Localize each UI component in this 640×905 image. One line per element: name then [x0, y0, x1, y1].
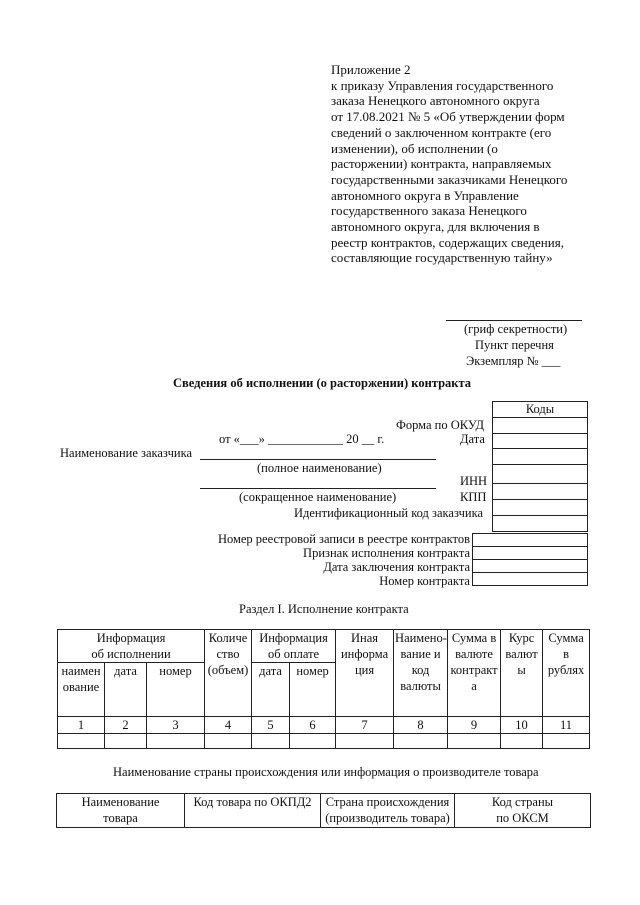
subheader-name	[58, 663, 105, 717]
attachment-line: государственными заказчиками Ненецкого	[331, 171, 568, 187]
header-text: Код товара по ОКПД2	[193, 795, 312, 809]
header-text: Код страны	[491, 795, 554, 809]
customer-full-name-line[interactable]	[200, 459, 436, 460]
data-cell[interactable]	[205, 734, 252, 749]
header-text: об исполнении	[91, 647, 171, 661]
execution-flag-cell[interactable]	[473, 547, 588, 560]
origin-col-goods-name	[57, 794, 185, 828]
header-text: наимен	[61, 664, 101, 678]
subheader-pay-number: номер	[290, 663, 336, 717]
header-text: Иная	[351, 631, 379, 645]
contract-number-cell[interactable]	[473, 573, 588, 586]
header-execution-info	[58, 630, 205, 663]
customer-short-name-line[interactable]	[200, 488, 436, 489]
codes-box	[492, 401, 588, 532]
header-text: ование	[62, 680, 100, 694]
header-text: товара	[103, 811, 138, 825]
date-code-cell[interactable]	[493, 433, 588, 449]
contract-info-box	[472, 533, 588, 586]
subheader-date: дата	[105, 663, 147, 717]
col-number: 9	[448, 717, 501, 734]
origin-col-okpd2	[185, 794, 321, 828]
attachment-line: Приложение 2	[331, 62, 411, 77]
header-text: контракт	[450, 663, 498, 677]
attachment-line: расторжении) контракта, направляемых	[331, 156, 552, 172]
header-rate	[501, 630, 543, 717]
data-cell[interactable]	[394, 734, 448, 749]
data-cell[interactable]	[336, 734, 394, 749]
header-text: валюты	[400, 679, 441, 693]
inn-label: ИНН	[460, 474, 488, 488]
contract-number-label: Номер контракта	[379, 574, 470, 588]
attachment-line: составляющие государственную тайну»	[331, 250, 553, 266]
list-item-label: Пункт перечня	[475, 338, 554, 352]
header-text: Сумма	[548, 631, 584, 645]
data-cell[interactable]	[105, 734, 147, 749]
header-text: ция	[354, 663, 375, 677]
attachment-line: автономного округа, для включения в	[331, 219, 540, 235]
header-text: Сумма в	[451, 631, 497, 645]
header-quantity	[205, 630, 252, 717]
data-cell[interactable]	[147, 734, 205, 749]
secrecy-stamp: (гриф секретности)	[464, 322, 568, 336]
header-text: (объем)	[207, 663, 249, 677]
customer-id-code-cell[interactable]	[493, 515, 588, 531]
section-title: Раздел I. Исполнение контракта	[239, 602, 409, 616]
blank-code-cell	[493, 449, 588, 465]
col-number: 1	[58, 717, 105, 734]
attachment-line: заказа Ненецкого автономного округа	[331, 93, 540, 109]
header-text: (производитель товара)	[325, 811, 450, 825]
header-text: об оплате	[267, 647, 320, 661]
header-text: информа	[340, 647, 389, 661]
col-number: 5	[252, 717, 290, 734]
header-currency-name	[394, 630, 448, 717]
header-text: рублях	[547, 663, 585, 677]
col-number: 10	[501, 717, 543, 734]
attachment-line: государственного заказа Ненецкого	[331, 203, 527, 219]
attachment-line: от 17.08.2021 № 5 «Об утверждении форм	[331, 109, 565, 125]
header-text: валюте	[455, 647, 493, 661]
conclusion-date-label: Дата заключения контракта	[323, 560, 470, 574]
origin-title: Наименование страны происхождения или информация о производителе товара	[113, 765, 539, 779]
full-name-hint: (полное наименование)	[257, 461, 382, 475]
header-text: вание и	[400, 647, 441, 661]
header-text: ы	[517, 663, 526, 677]
data-cell[interactable]	[290, 734, 336, 749]
header-text: валют	[505, 647, 538, 661]
customer-name-label: Наименование заказчика	[60, 446, 193, 460]
header-text: Наимено-	[395, 631, 447, 645]
col-number: 2	[105, 717, 147, 734]
kpp-label: КПП	[460, 490, 487, 504]
col-number: 6	[290, 717, 336, 734]
conclusion-date-cell[interactable]	[473, 560, 588, 573]
attachment-block	[331, 62, 601, 266]
header-text: Информация	[96, 631, 166, 645]
header-text: Страна происхождения	[325, 795, 450, 809]
attachment-line: к приказу Управления государственного	[331, 77, 554, 93]
data-cell[interactable]	[501, 734, 543, 749]
copy-number-label: Экземпляр № ___	[466, 354, 561, 368]
inn-code-cell[interactable]	[493, 465, 588, 484]
blank-code-cell	[493, 484, 588, 500]
header-text: по ОКСМ	[496, 811, 549, 825]
header-text: Информация	[259, 631, 328, 645]
origin-table	[56, 793, 591, 828]
header-text: ство	[216, 647, 240, 661]
execution-table	[57, 629, 590, 749]
secrecy-line	[446, 320, 582, 321]
subheader-number: номер	[147, 663, 205, 717]
execution-flag-label: Признак исполнения контракта	[303, 546, 470, 560]
header-text: Наименование	[81, 795, 160, 809]
col-number: 11	[543, 717, 590, 734]
data-cell[interactable]	[448, 734, 501, 749]
header-other-info	[336, 630, 394, 717]
header-text: Курс	[508, 631, 535, 645]
date-from-text: от «___» ____________ 20 __ г.	[219, 432, 385, 446]
col-number: 7	[336, 717, 394, 734]
page-title: Сведения об исполнении (о расторжении) контракта	[173, 376, 472, 390]
codes-header: Коды	[493, 402, 588, 418]
header-amount-currency	[448, 630, 501, 717]
attachment-line: реестр контрактов, содержащих сведения,	[331, 234, 564, 250]
subheader-pay-date: дата	[252, 663, 290, 717]
col-number: 4	[205, 717, 252, 734]
okud-label: Форма по ОКУД	[396, 418, 484, 432]
data-cell[interactable]	[58, 734, 105, 749]
col-number: 8	[394, 717, 448, 734]
header-text: Количе	[208, 631, 248, 645]
date-label: Дата	[460, 432, 485, 446]
header-text: а	[471, 679, 477, 693]
attachment-line: автономного округа в Управление	[331, 187, 519, 203]
customer-id-label: Идентификационный код заказчика	[294, 506, 484, 520]
registry-number-label: Номер реестровой записи в реестре контрактов	[217, 532, 470, 546]
header-text: в	[563, 647, 569, 661]
attachment-line: изменении), об исполнении (о	[331, 140, 498, 156]
origin-col-country	[321, 794, 455, 828]
header-text: код	[411, 663, 430, 677]
attachment-line: сведений о заключенном контракте (его	[331, 124, 552, 140]
okud-code-cell[interactable]	[493, 417, 588, 433]
origin-col-oksm	[455, 794, 591, 828]
registry-number-cell[interactable]	[473, 534, 588, 547]
col-number: 3	[147, 717, 205, 734]
short-name-hint: (сокращенное наименование)	[239, 490, 397, 504]
header-amount-rub	[543, 630, 590, 717]
data-cell[interactable]	[543, 734, 590, 749]
kpp-code-cell[interactable]	[493, 499, 588, 515]
header-payment-info	[252, 630, 336, 663]
data-cell[interactable]	[252, 734, 290, 749]
